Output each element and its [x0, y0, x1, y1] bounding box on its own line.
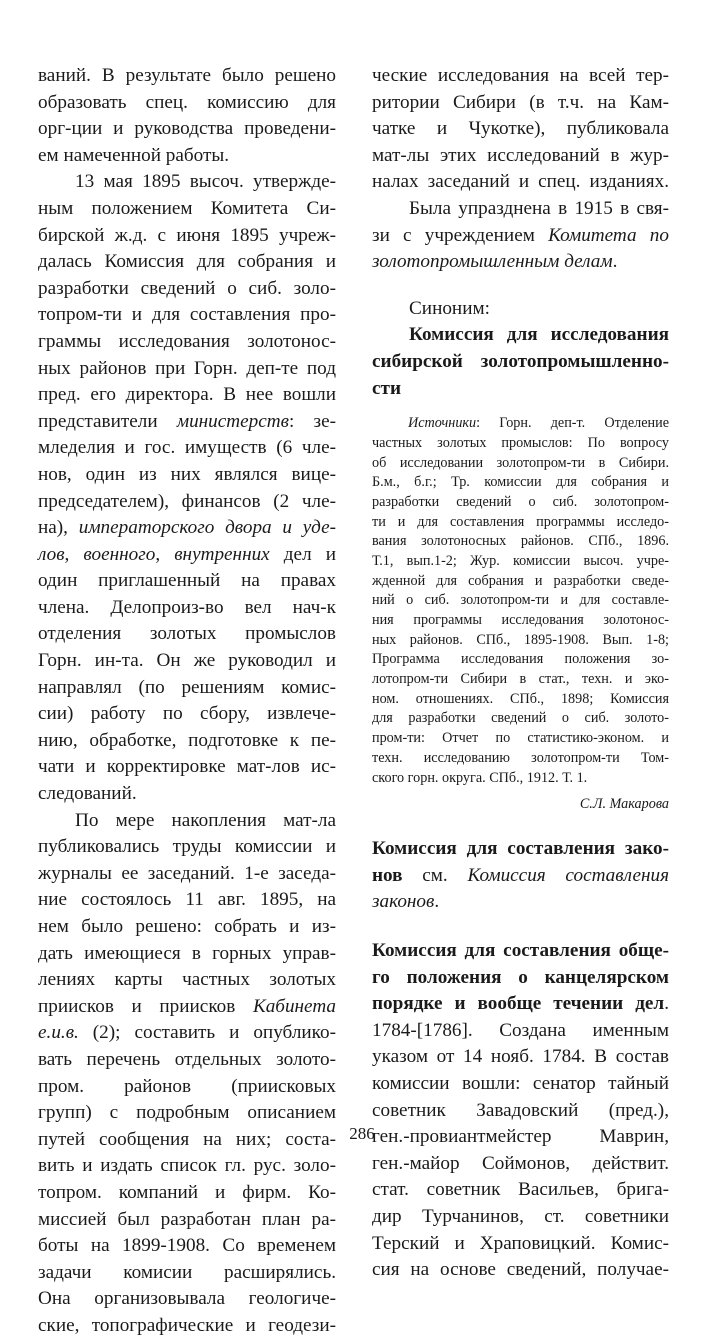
text-line: на), императорского двора и уде- [38, 517, 336, 539]
text-line: граммы исследования золотонос- [38, 330, 336, 352]
text-line: мат-лы этих исследований в жур- [372, 144, 669, 166]
text-line: ген.-провиантмейстер Маврин, [372, 1126, 669, 1148]
text-line: члена. Делопроиз-во вел нач-к [38, 596, 336, 618]
text-line: мледелия и гос. имуществ (6 чле- [38, 437, 336, 459]
left-column [38, 63, 336, 1340]
text-line: сия на основе сведений, получае- [372, 1259, 669, 1281]
cross-reference: Комиссия составления [467, 864, 669, 886]
sources-line: разработки сведений о сиб. золотопром- [372, 493, 669, 510]
text-line: один приглашенный на правах [38, 570, 336, 592]
italic-term: министерств [176, 410, 289, 432]
italic-term: е.и.в. [38, 1022, 79, 1044]
text-line: ем намеченной работы. [38, 144, 230, 166]
text-line: вить и издать список гл. рус. золо- [38, 1155, 336, 1177]
right-column [372, 63, 669, 1284]
sources-line: ния программы исследования золотонос- [372, 612, 669, 628]
text-line: Терский и Храповицкий. Комис- [372, 1232, 669, 1254]
sources-line: для разработки сведений о сиб. золото- [372, 710, 669, 727]
sources-line: Программа исследования положения зо- [372, 651, 669, 668]
text-line: направлял (по решениям комис- [38, 676, 336, 698]
text-line: е.и.в. (2); составить и опублико- [38, 1022, 336, 1044]
text-line: ваний. В результате было решено [38, 65, 336, 86]
text-line: отделения золотых промыслов [38, 623, 336, 645]
sources-line: ний о сиб. золотопром-ти и для составле- [372, 592, 669, 609]
cross-reference: Комитета по [548, 224, 669, 246]
text-line: вать перечень отдельных золото- [38, 1048, 336, 1070]
text-line: комиссии вошли: сенатор тайный [372, 1072, 669, 1094]
sources-line: пром-ти: Отчет по статистико-эконом. и [372, 730, 669, 747]
text-line: далась Комиссия для собрания и [38, 251, 336, 273]
entry-title-line: го положения о канцелярском [372, 966, 669, 988]
sources-line: Т.1, вып.1-2; Жур. комиссии высоч. учре- [372, 552, 669, 569]
text-line: топром. компаний и фирм. Ко- [38, 1181, 336, 1203]
entry-title-line: нов см. Комиссия составления [372, 864, 669, 886]
text-line: нов, один из них являлся вице- [38, 463, 336, 485]
paragraph-start-line: Была упразднена в 1915 в свя- [409, 197, 669, 219]
text-line: приисков и приисков Кабинета [38, 995, 336, 1017]
sources-line: ского горн. округа. СПб., 1912. Т. 1. [372, 769, 588, 786]
text-line: бирской ж.д. с июня 1895 учреж- [38, 224, 336, 246]
author-signature: С.Л. Макарова [579, 796, 669, 813]
text-line: миссией был разработан план ра- [38, 1208, 336, 1230]
sources-line: Источники: Горн. деп-т. Отделение [408, 415, 669, 432]
text-line: 1784-[1786]. Создана именным [372, 1019, 669, 1041]
sources-line: техн. исследованию золотопром-ти Том- [372, 749, 669, 766]
sources-line: частных золотых промыслов: По вопросу [372, 434, 669, 451]
cross-reference: законов [372, 891, 435, 913]
text-line: публиковались труды комиссии и [38, 836, 336, 858]
synonym-title-line: сти [372, 377, 401, 399]
text-line: ным положением Комитета Си- [38, 197, 336, 219]
text-line: ческие исследования на всей тер- [372, 65, 669, 86]
sources-line: вания золотоносных районов. СПб., 1896. [372, 533, 669, 550]
entry-title-line: Комиссия для составления обще- [372, 939, 669, 961]
text-line: пред. его директора. В нее вошли [38, 384, 336, 406]
text-line: путей сообщения на них; соста- [38, 1128, 336, 1150]
sources-label: Источники [408, 415, 477, 432]
page-number: 286 [349, 1124, 375, 1143]
text-line: боты на 1899-1908. Со временем [38, 1235, 336, 1257]
spacer [372, 402, 669, 414]
sources-line: об исследовании золотопром-ти в Сибири. [372, 454, 669, 471]
entry-commission-office [372, 938, 669, 1284]
sources-line: ном. отношениях. СПб., 1898; Комиссия [372, 690, 669, 707]
text-line: налах заседаний и спец. изданиях. [372, 171, 669, 193]
entry-title-line: Комиссия для составления зако- [372, 838, 669, 860]
text-line: групп) с подробным описанием [38, 1102, 336, 1124]
synonym-label: Синоним: [409, 297, 490, 319]
text-line: задачи комисии расширялись. [38, 1261, 336, 1283]
synonym-title-line: сибирской золотопромышленно- [372, 350, 669, 372]
text-line: ных районов при Горн. деп-те под [38, 357, 336, 379]
sources-block [372, 414, 669, 814]
spacer [372, 916, 669, 938]
sources-line: ных районов. СПб., 1895-1908. Вып. 1-8; [372, 631, 669, 648]
entry-commission-laws [372, 836, 669, 916]
text-line: ритории Сибири (в т.ч. на Кам- [372, 91, 669, 113]
text-line: нем было решено: собрать и из- [38, 916, 336, 937]
synonym-title-line: Комиссия для исследования [409, 324, 669, 346]
paragraph-start-line: По мере накопления мат-ла [75, 809, 336, 831]
text-line: сии) работу по сбору, извлече- [38, 703, 336, 725]
text-line: нию, обработке, подготовке к пе- [38, 729, 336, 751]
text-line: образовать спец. комиссию для [38, 91, 336, 113]
spacer [372, 276, 669, 296]
text-line: пром. районов (приисковых [38, 1075, 336, 1097]
text-line: разработки сведений о сиб. золо- [38, 277, 336, 299]
text-line: орг-ции и руководства проведени- [38, 118, 336, 140]
text-line: чати и корректировке мат-лов ис- [38, 756, 336, 778]
entry-title-line: порядке и вообще течении дел. [372, 993, 669, 1015]
italic-term: императорского двора и уде- [78, 517, 336, 539]
text-line: следований. [38, 783, 137, 805]
text-line: топром-ти и для составления про- [38, 304, 336, 326]
text-line: дать имеющиеся в горных управ- [38, 942, 336, 964]
text-line: стат. советник Васильев, брига- [372, 1179, 669, 1201]
text-line: лениях карты частных золотых [38, 969, 336, 991]
text-line: чатке и Чукотке), публиковала [372, 118, 669, 140]
italic-term: Кабинета [252, 995, 336, 1017]
text-line: ген.-майор Соймонов, действит. [372, 1152, 669, 1174]
spacer [372, 814, 669, 836]
text-line: ские, топографические и геодези- [38, 1314, 336, 1336]
sources-line: жденной для собрания и разработки сведе- [372, 572, 669, 589]
text-line: зи с учреждением Комитета по [372, 224, 669, 246]
text-line: председателем), финансов (2 чле- [38, 490, 336, 512]
sources-line: лотопром-ти Сибири в стат., техн. и эко- [372, 671, 669, 688]
sources-line: ти и для составления программы исследо- [372, 513, 669, 530]
text-line: журналы ее заседаний. 1-е заседа- [38, 862, 336, 884]
text-line: лов, военного, внутренних дел и [38, 543, 337, 565]
paragraph-start-line: 13 мая 1895 высоч. утвержде- [75, 171, 336, 193]
text-line: дир Турчанинов, ст. советники [372, 1205, 669, 1227]
text-line: золотопромышленным делам. [372, 251, 618, 273]
sources-line: Б.м., б.г.; Тр. комиссии для собрания и [372, 474, 669, 491]
entry-title-line: законов. [372, 891, 440, 913]
text-line: советник Завадовский (пред.), [372, 1099, 669, 1121]
text-line: ние состоялось 11 авг. 1895, на [38, 889, 336, 911]
text-line: указом от 14 нояб. 1784. В состав [372, 1046, 669, 1068]
text-line: Горн. ин-та. Он же руководил и [38, 650, 336, 672]
text-line: представители министерств: зе- [38, 410, 336, 432]
cross-reference: золотопромышленным делам [372, 251, 613, 273]
text-line: Она организовывала геологиче- [38, 1288, 336, 1310]
